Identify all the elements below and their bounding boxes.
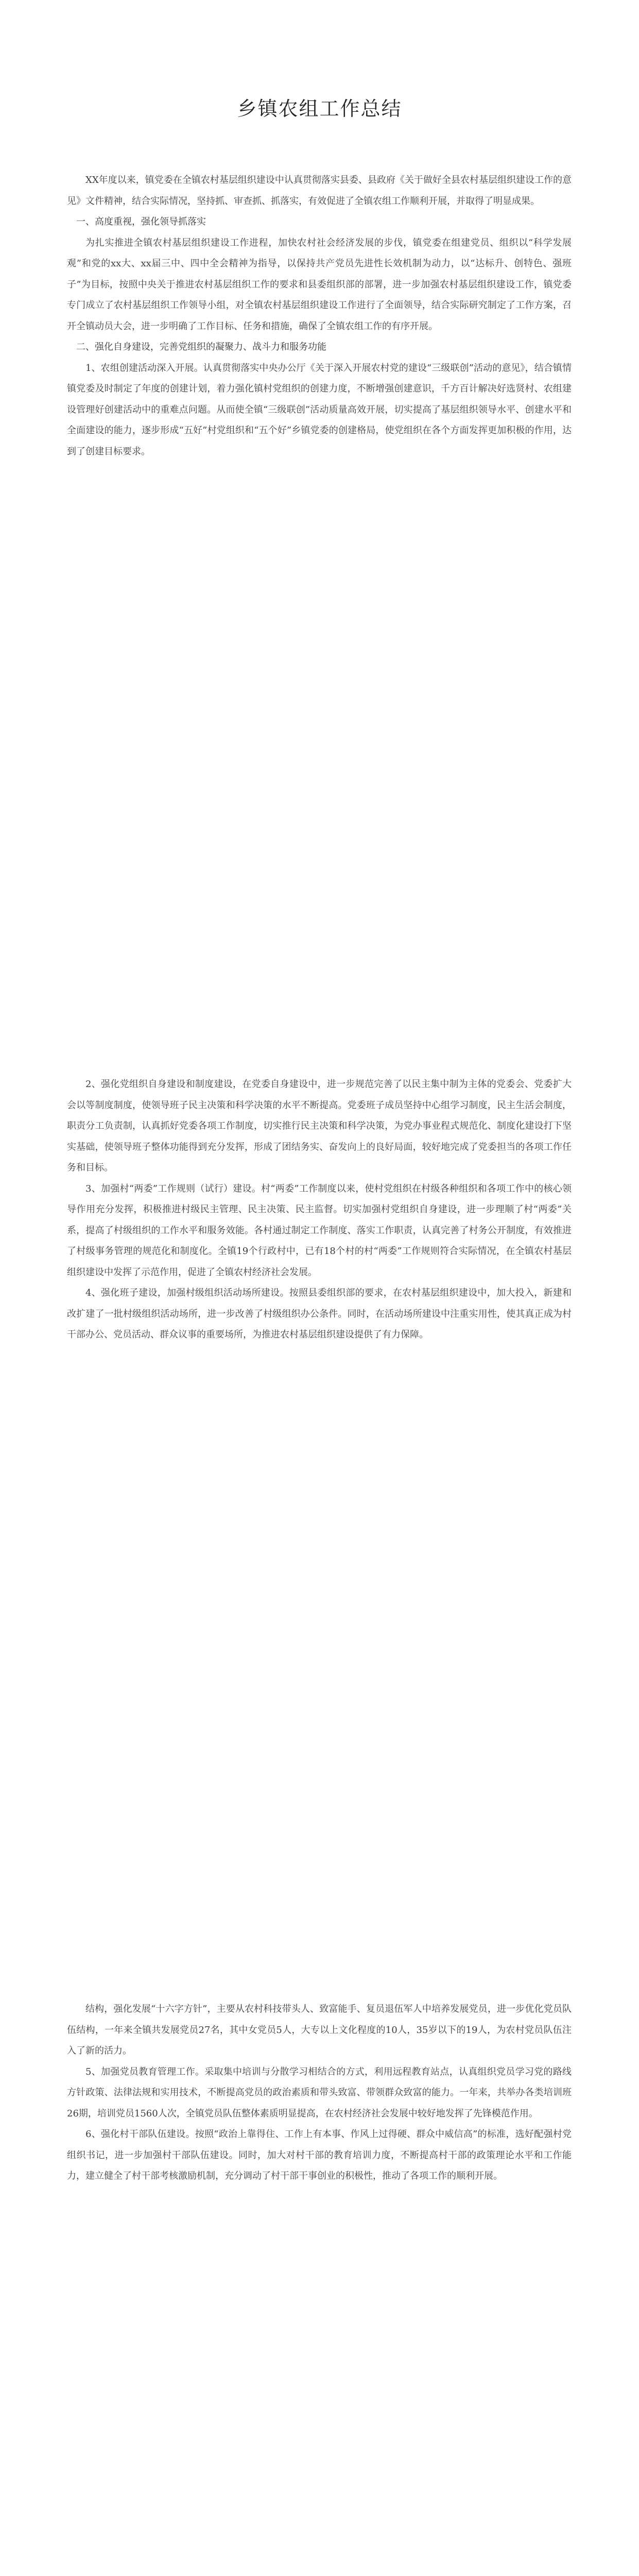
paragraph: 结构，强化发展“十六字方针”，主要从农村科技带头人、致富能手、复员退伍军人中培养发展党员，进一步优化党员队伍结构，一年来全镇共发展党员27名，其中女党员5人，大专以上文化程度的10人，35岁以下的19人，为农村党员队伍注入了新的活力。 [67, 2004, 572, 2056]
page-section-3 [67, 1999, 572, 2187]
paragraph: 3、加强村“两委”工作规则（试行）建设。村“两委”工作制度以来，使村党组织在村级各种组织和各项工作中的核心领导作用充分发挥，积极推进村级民主管理、民主决策、民主监督。切实加强村党组织自身建设，进一步理顺了村“两委”关系，提高了村级组织的工作水平和服务效能。各村通过制定工作制度、落实工作职责，认真完善了村务公开制度，有效推进了村级事务管理的规范化和制度化。全镇19个行政村中，已有18个村的村“两委”工作规则符合实际情况，在全镇农村基层组织建设中发挥了示范作用，促进了全镇农村经济社会发展。 [67, 1183, 572, 1278]
paragraph: 4、强化班子建设，加强村级组织活动场所建设。按照县委组织部的要求，在农村基层组织建设中，加大投入，新建和改扩建了一批村级组织活动场所，进一步改善了村级组织办公条件。同时，在活动场所建设中注重实用性，使其真正成为村干部办公、党员活动、群众议事的重要场所，为推进农村基层组织建设提供了有力保障。 [67, 1287, 572, 1340]
document-title: 乡镇农组工作总结 [237, 97, 402, 120]
paragraph: 6、强化村干部队伍建设。按照“政治上靠得住、工作上有本事、作风上过得硬、群众中威信高”的标准，选好配强村党组织书记，进一步加强村干部队伍建设。同时，加大对村干部的教育培训力度，不断提高村干部的政策理论水平和工作能力，建立健全了村干部考核激励机制，充分调动了村干部干事创业的积极性，推动了各项工作的顺利开展。 [67, 2129, 572, 2181]
page-section-1 [67, 170, 572, 462]
paragraph: 2、强化党组织自身建设和制度建设，在党委自身建设中，进一步规范完善了以民主集中制为主体的党委会、党委扩大会以等制度制度，使领导班子民主决策和科学决策的水平不断提高。党委班子成员坚持中心组学习制度，民主生活会制度，职责分工负责制，认真抓好党委各项工作制度，切实推行民主决策和科学决策，为党办事业程式规范化、制度化建设打下坚实基础，使领导班子整体功能得到充分发挥，形成了团结务实、奋发向上的良好局面，较好地完成了党委担当的各项工作任务和目标。 [67, 1079, 572, 1173]
section-heading: 二、强化自身建设，完善党组织的凝聚力、战斗力和服务功能 [76, 342, 326, 352]
page-section-2 [67, 1074, 572, 1346]
paragraph: XX年度以来，镇党委在全镇农村基层组织建设中认真贯彻落实县委、县政府《关于做好全县农村基层组织建设工作的意见》文件精神，结合实际情况，坚持抓、审查抓、抓落实，有效促进了全镇农组工作顺利开展，并取得了明显成果。 [67, 175, 572, 207]
paragraph: 1、农组创建活动深入开展。认真贯彻落实中央办公厅《关于深入开展农村党的建设“三级联创”活动的意见》，结合镇情镇党委及时制定了年度的创建计划，着力强化镇村党组织的创建力度，不断增强创建意识，千方百计解决好选贤村、农组建设管理好创建活动中的重难点问题。从而使全镇“三级联创”活动质量高效开展，切实提高了基层组织领导水平、创建水平和全面建设的能力，逐步形成“五好”村党组织和“五个好”乡镇党委的创建格局，使党组织在各个方面发挥更加积极的作用，达到了创建目标要求。 [67, 362, 572, 457]
paragraph: 5、加强党员教育管理工作。采取集中培训与分散学习相结合的方式，利用远程教育站点，认真组织党员学习党的路线方针政策、法律法规和实用技术，不断提高党员的政治素质和带头致富、带领群众致富的能力。一年来，共举办各类培训班26期，培训党员1560人次，全镇党员队伍整体素质明显提高，在农村经济社会发展中较好地发挥了先锋模范作用。 [67, 2066, 572, 2119]
paragraph: 为扎实推进全镇农村基层组织建设工作进程，加快农村社会经济发展的步伐，镇党委在组建党员、组织以“科学发展观”和党的xx大、xx届三中、四中全会精神为指导，以保持共产党员先进性长效机制为动力，以“达标升、创特色、强班子”为目标，按照中央关于推进农村基层组织工作的要求和县委组织部的部署，进一步加强农村基层组织建设工作，镇党委专门成立了农村基层组织工作领导小组，对全镇农村基层组织建设工作进行了全面领导，结合实际研究制定了工作方案，召开全镇动员大会，进一步明确了工作目标、任务和措施，确保了全镇农组工作的有序开展。 [67, 237, 572, 332]
section-heading: 一、高度重视，强化领导抓落实 [76, 216, 206, 227]
